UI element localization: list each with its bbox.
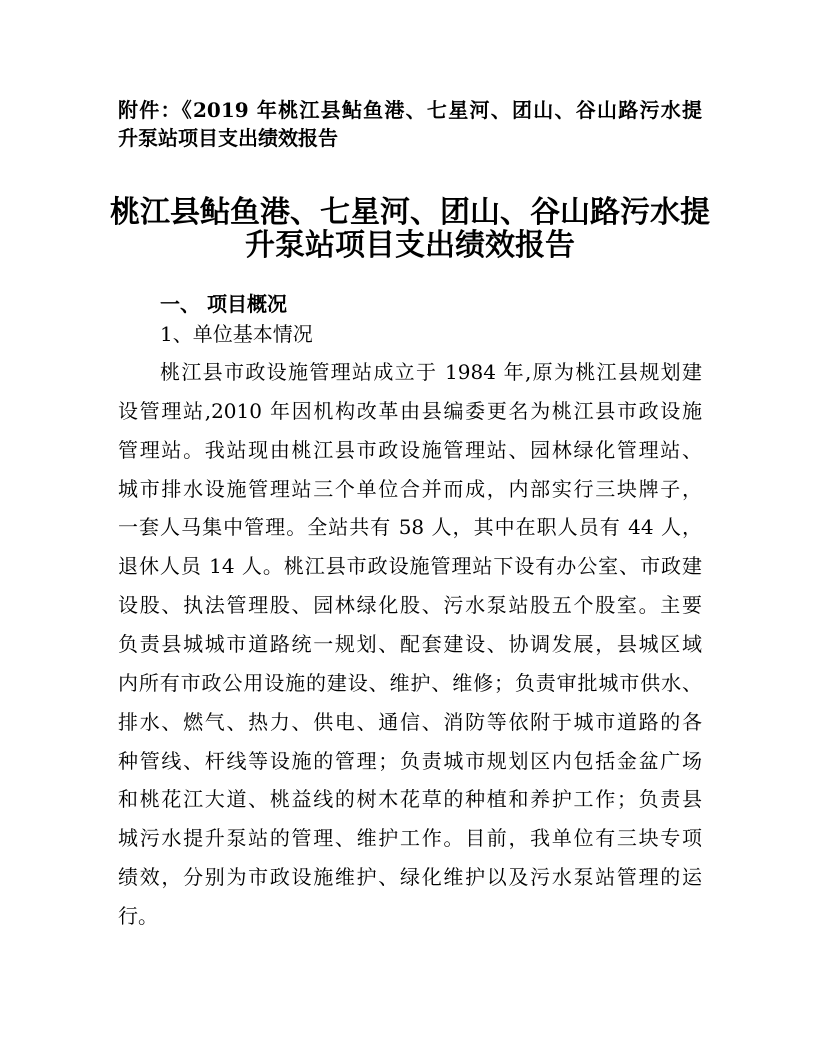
paragraph-line: 和桃花江大道、桃益线的树木花草的种植和养护工作；负责县 — [118, 787, 702, 812]
paragraph-line: 行。 — [118, 904, 158, 929]
paragraph-line: 设管理站,2010 年因机构改革由县编委更名为桃江县市政设施 — [118, 398, 702, 423]
paragraph-line: 绩效，分别为市政设施维护、绿化维护以及污水泵站管理的运 — [118, 865, 702, 890]
paragraph-line: 城市排水设施管理站三个单位合并而成，内部实行三块牌子， — [118, 476, 702, 501]
page-title-line-1: 桃江县鲇鱼港、七星河、团山、谷山路污水提 — [110, 195, 710, 230]
subsection-heading: 1、单位基本情况 — [160, 322, 313, 346]
paragraph-line: 设股、执法管理股、园林绿化股、污水泵站股五个股室。主要 — [118, 593, 702, 618]
page-title-line-2: 升泵站项目支出绩效报告 — [245, 228, 575, 263]
paragraph-line: 退休人员 14 人。桃江县市政设施管理站下设有办公室、市政建 — [118, 554, 702, 579]
paragraph-line: 桃江县市政设施管理站成立于 1984 年,原为桃江县规划建 — [160, 360, 702, 384]
paragraph-line: 城污水提升泵站的管理、维护工作。目前，我单位有三块专项 — [118, 826, 702, 851]
section-heading: 一、 项目概况 — [160, 292, 287, 316]
paragraph-line: 排水、燃气、热力、供电、通信、消防等依附于城市道路的各 — [118, 709, 702, 734]
paragraph-line: 负责县城城市道路统一规划、配套建设、协调发展，县城区域 — [118, 632, 702, 657]
attachment-title-line-1: 附件：《2019 年桃江县鲇鱼港、七星河、团山、谷山路污水提 — [118, 98, 702, 122]
attachment-title-line-2: 升泵站项目支出绩效报告 — [118, 126, 338, 150]
paragraph-line: 一套人马集中管理。全站共有 58 人，其中在职人员有 44 人， — [118, 515, 702, 540]
paragraph-line: 种管线、杆线等设施的管理；负责城市规划区内包括金盆广场 — [118, 748, 702, 773]
paragraph-line: 管理站。我站现由桃江县市政设施管理站、园林绿化管理站、 — [118, 437, 702, 462]
paragraph-line: 内所有市政公用设施的建设、维护、维修；负责审批城市供水、 — [118, 670, 702, 695]
